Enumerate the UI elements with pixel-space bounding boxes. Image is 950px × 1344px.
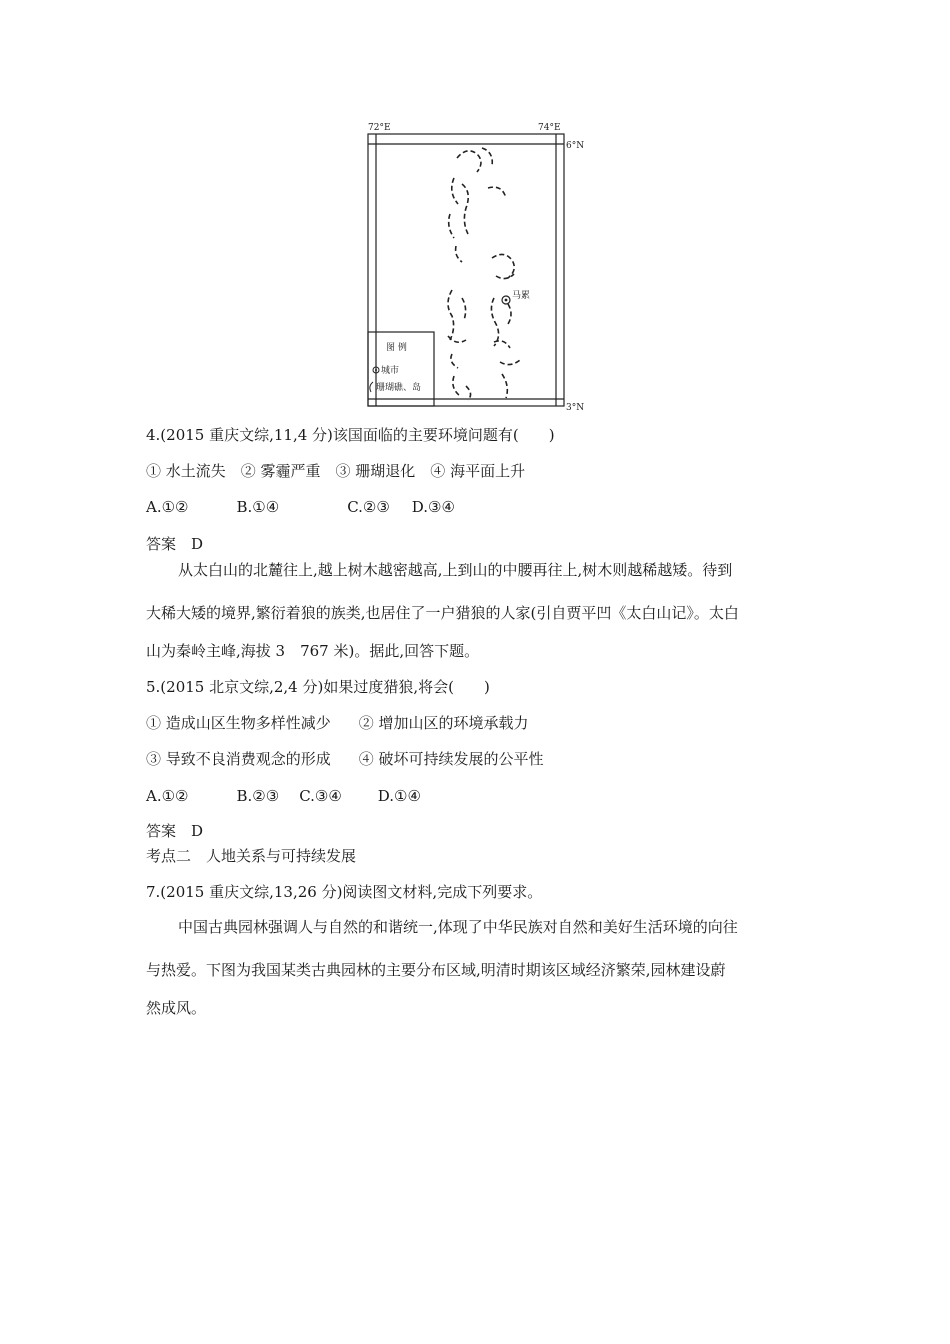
q5-option-3: ③ 导致不良消费观念的形成 (146, 750, 331, 768)
passage1-line1: 从太白山的北麓往上,越上树木越密越高,上到山的中腰再往上,树木则越稀越矮。待到 (178, 561, 733, 579)
q4-answer: 答案 D (146, 535, 204, 553)
q5-option-2: ② 增加山区的环境承载力 (358, 714, 529, 732)
lat-bottom-label: 3°N (566, 403, 585, 413)
q5-choice-d: D.①④ (377, 787, 421, 805)
q5-answer: 答案 D (146, 822, 204, 840)
q5-choice-a: A.①② (146, 787, 189, 805)
lat-top-label: 6°N (566, 141, 585, 151)
q7-line1: 中国古典园林强调人与自然的和谐统一,体现了中华民族对自然和美好生活环境的向往 (178, 918, 738, 936)
q5-options-row1 (146, 713, 529, 733)
q5-choices (146, 786, 421, 806)
lon-left-label: 72°E (368, 123, 391, 133)
q7-line3: 然成风。 (146, 999, 207, 1017)
q5-choice-b: B.②③ (236, 787, 280, 805)
lon-right-label: 74°E (538, 123, 561, 133)
q5-option-4: ④ 破坏可持续发展的公平性 (358, 750, 544, 768)
q5-stem: 5.(2015 北京文综,2,4 分)如果过度猎狼,将会( ) (146, 678, 490, 696)
passage1-line3: 山为秦岭主峰,海拔 3 767 米)。据此,回答下题。 (146, 642, 480, 660)
reef-atolls (448, 148, 520, 400)
q4-options: ① 水土流失 ② 雾霾严重 ③ 珊瑚退化 ④ 海平面上升 (146, 462, 526, 480)
q5-choice-c: C.③④ (299, 787, 342, 805)
q5-options-row2 (146, 749, 544, 769)
q4-choice-d: D.③④ (411, 498, 455, 516)
section-heading: 考点二 人地关系与可持续发展 (146, 847, 357, 865)
passage1-line2: 大稀大矮的境界,繁衍着狼的族类,也居住了一户猎狼的人家(引自贾平凹《太白山记》。太白 (146, 604, 739, 622)
q4-choice-a: A.①② (146, 498, 189, 516)
legend-title: 图 例 (386, 343, 407, 353)
q4-choice-b: B.①④ (236, 498, 280, 516)
maldives-map (362, 118, 592, 414)
city-label: 马累 (512, 291, 531, 301)
q4-stem: 4.(2015 重庆文综,11,4 分)该国面临的主要环境问题有( ) (146, 426, 555, 444)
legend-reef-label: 珊瑚礁、岛 (376, 383, 422, 393)
q4-choices (146, 497, 455, 517)
q5-option-1: ① 造成山区生物多样性减少 (146, 714, 331, 732)
legend-city-label: 城市 (381, 366, 400, 376)
legend-reef-icon (370, 382, 373, 392)
q7-line2: 与热爱。下图为我国某类古典园林的主要分布区域,明清时期该区域经济繁荣,园林建设蔚 (146, 961, 726, 979)
q7-stem: 7.(2015 重庆文综,13,26 分)阅读图文材料,完成下列要求。 (146, 883, 543, 901)
city-marker-male (502, 296, 510, 304)
q4-choice-c: C.②③ (347, 498, 390, 516)
